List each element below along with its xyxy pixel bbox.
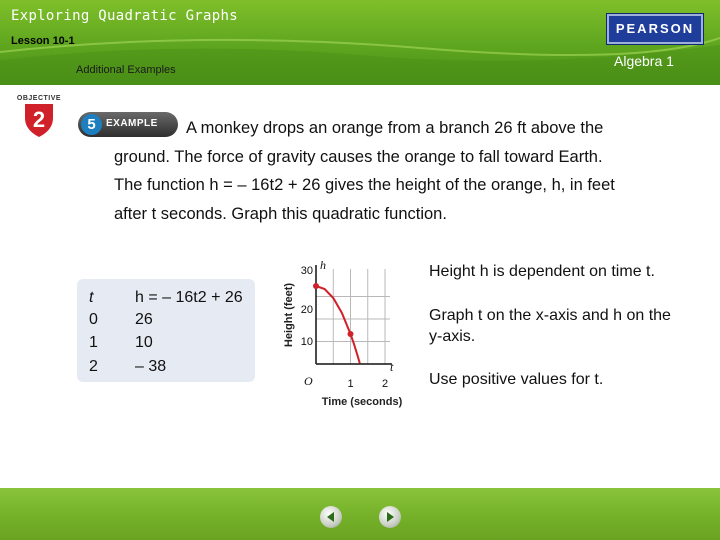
series-line (316, 286, 360, 363)
x-axis-variable: t (390, 360, 394, 374)
table-header-t: t (89, 289, 94, 306)
table-cell: 2 (89, 358, 98, 375)
objective-badge (13, 95, 65, 143)
problem-line-3: The function h = – 16t2 + 26 gives the height of the orange, h, in feet (114, 176, 615, 194)
y-tick-label: 10 (300, 336, 313, 348)
problem-line-2: ground. The force of gravity causes the orange to fall toward Earth. (114, 147, 603, 166)
table-cell: – 38 (135, 358, 167, 375)
table-cell: 0 (89, 311, 98, 328)
grid (316, 269, 390, 364)
header-bar (0, 0, 720, 85)
course-title: Algebra 1 (614, 53, 674, 69)
table-cell: 1 (89, 334, 98, 351)
y-tick-label: 20 (300, 304, 313, 316)
x-tick-label: 1 (347, 378, 354, 390)
table-cell: 26 (135, 311, 153, 328)
data-point (348, 331, 354, 337)
arrow-right-icon (379, 506, 401, 528)
next-slide-button[interactable] (379, 506, 401, 528)
y-axis-variable: h (320, 258, 326, 272)
note-dependent: Height h is dependent on time t. (429, 263, 655, 280)
pearson-logo: PEARSON (606, 13, 704, 45)
previous-slide-button[interactable] (320, 506, 342, 528)
app-title: Exploring Quadratic Graphs (11, 8, 238, 24)
objective-label: OBJECTIVE (16, 95, 62, 102)
problem-line-4: after t seconds. Graph this quadratic function. (114, 204, 447, 223)
example-label: EXAMPLE (106, 118, 158, 129)
lesson-label: Lesson 10-1 (11, 35, 75, 47)
origin-label: O (304, 374, 313, 388)
footer-bar (0, 488, 720, 540)
y-axis-label: Height (feet) (283, 282, 295, 348)
problem-text (114, 114, 674, 228)
arrow-left-icon (320, 506, 342, 528)
table-header-h: h = – 16t2 + 26 (135, 289, 243, 306)
value-table (77, 279, 255, 382)
problem-line-1: A monkey drops an orange from a branch 26 ft above the (186, 119, 604, 137)
quadratic-graph (278, 255, 418, 415)
note-positive: Use positive values for t. (429, 371, 604, 388)
objective-shield-icon (13, 102, 65, 138)
x-axis-label: Time (seconds) (321, 396, 403, 408)
example-number: 5 (81, 114, 102, 135)
note-axes: Graph t on the x-axis and h on the y-axis. (429, 307, 671, 345)
data-point (313, 283, 319, 289)
section-label: Additional Examples (76, 64, 176, 76)
table-cell: 10 (135, 334, 153, 351)
y-tick-label: 30 (300, 265, 313, 277)
x-tick-label: 2 (381, 378, 389, 390)
objective-number: 2 (32, 107, 46, 132)
